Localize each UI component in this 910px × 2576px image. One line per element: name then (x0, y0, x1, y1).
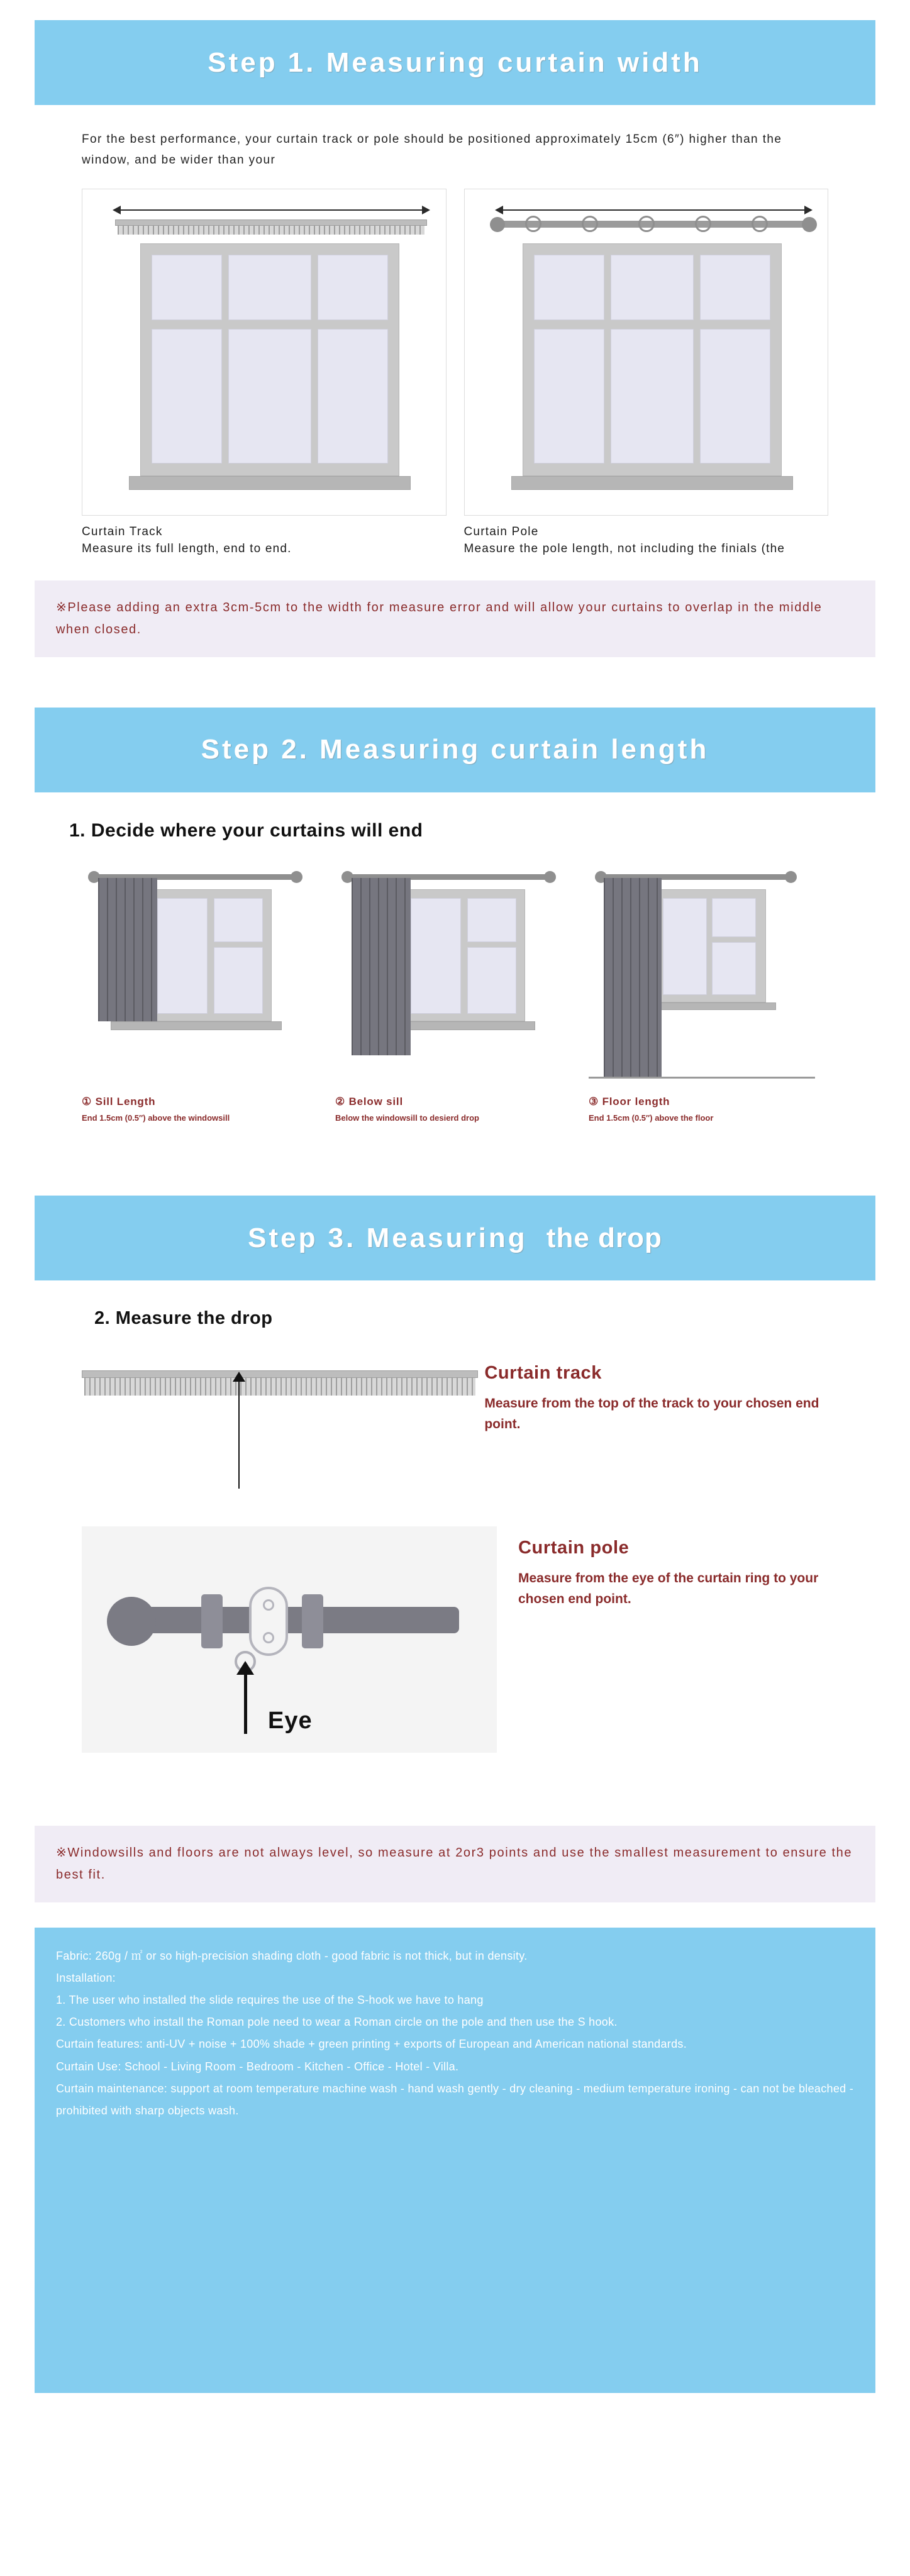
pole-ring (582, 216, 598, 232)
step2-options (82, 863, 828, 1124)
pole-bar (132, 1607, 459, 1633)
option-label: ③ Floor length (589, 1095, 670, 1108)
window-pane (712, 898, 756, 937)
step3-notice: ※Windowsills and floors are not always level, so measure at 2or3 points and use the smallest measurement to ensure the best fit. (35, 1826, 875, 1902)
window-pane (228, 255, 311, 320)
step3-track-block (82, 1352, 828, 1496)
pole-finial-right (802, 217, 817, 232)
track-bar (82, 1370, 478, 1378)
pole-drop-body: Measure from the eye of the curtain ring to your chosen end point. (518, 1571, 819, 1606)
window-pane (318, 329, 388, 464)
window-pane (663, 898, 707, 995)
window-pane (611, 329, 694, 464)
pole-bracket (201, 1594, 223, 1648)
pole-ring (638, 216, 655, 232)
step1-figures (82, 189, 828, 558)
curtain-track-illustration (82, 189, 447, 516)
option-sill-length (82, 863, 321, 1124)
track-bar (115, 219, 427, 226)
window-pane (157, 898, 208, 1014)
track-drop-body: Measure from the top of the track to your chosen end point. (484, 1396, 819, 1431)
curtain-ring (249, 1587, 288, 1656)
figure-curtain-track (82, 189, 447, 558)
pole-measure-arrow-right (804, 206, 813, 214)
track-measure-arrow-right (422, 206, 430, 214)
pole-drop-title: Curtain pole (518, 1538, 630, 1558)
pole-finial-left (490, 217, 505, 232)
option-label: ① Sill Length (82, 1095, 156, 1108)
figure-caption (464, 523, 829, 558)
option-desc: Below the windowsill to desierd drop (335, 1113, 479, 1123)
drop-arrow-line (238, 1382, 240, 1489)
step1-banner (35, 20, 875, 105)
pole-measure-arrow-left (495, 206, 503, 214)
pole-measure-arrow-line (502, 209, 804, 211)
track-hooks (84, 1378, 475, 1396)
pole-ring (752, 216, 768, 232)
pole-ring (525, 216, 541, 232)
curtain-panel (604, 878, 662, 1077)
option-desc: End 1.5cm (0.5″) above the floor (589, 1113, 714, 1123)
window-pane (228, 329, 311, 464)
window-pane (214, 947, 263, 1014)
pole-drop-text (497, 1526, 828, 1609)
window-pane (700, 329, 770, 464)
pole-drop-illustration (82, 1526, 497, 1753)
track-hooks (118, 226, 424, 235)
window-pane (411, 898, 461, 1014)
figure-title: Curtain Track (82, 525, 163, 538)
product-info-block (35, 1928, 875, 2393)
figure-desc: Measure the pole length, not including the finials (the (463, 542, 785, 556)
info-line: Curtain features: anti-UV + noise + 100% shade + green printing + exports of European and American national standards. (56, 2038, 687, 2051)
step1-intro-text: For the best performance, your curtain track or pole should be positioned approximately 15cm (6″) higher than the window, and be wider than your (82, 133, 782, 167)
rod-cap-right (544, 871, 556, 883)
drop-arrow-head (233, 1372, 245, 1382)
window-pane (467, 898, 516, 942)
window-pane (534, 329, 604, 464)
info-line: 2. Customers who install the Roman pole need to wear a Roman circle on the pole and then use the S hook. (56, 2016, 618, 2029)
option-desc: End 1.5cm (0.5″) above the windowsill (82, 1113, 230, 1123)
window-pane (318, 255, 388, 320)
window-sill (511, 476, 793, 490)
step3-banner-sub: the drop (546, 1222, 662, 1253)
step2-banner (35, 708, 875, 792)
step2-subheading: 1. Decide where your curtains will end (69, 819, 423, 841)
step3-subheading: 2. Measure the drop (94, 1308, 273, 1329)
curtain-panel (98, 878, 157, 1021)
figure-title: Curtain Pole (463, 525, 539, 538)
step3-pole-block (82, 1526, 828, 1753)
sill-length-illustration (82, 863, 321, 1089)
step3-banner-main: Step 3. Measuring (248, 1222, 528, 1253)
floor-length-illustration (589, 863, 828, 1089)
below-sill-illustration (335, 863, 575, 1089)
floor-line (589, 1077, 815, 1079)
window-pane (152, 255, 222, 320)
step3-banner (35, 1196, 875, 1280)
track-measure-arrow-left (113, 206, 121, 214)
window-pane (534, 255, 604, 320)
figure-caption (82, 523, 447, 558)
pole-finial-left (107, 1597, 156, 1646)
rod-cap-right (291, 871, 302, 883)
info-line: Curtain Use: School - Living Room - Bedroom - Kitchen - Office - Hotel - Villa. (56, 2060, 459, 2073)
track-drop-title: Curtain track (484, 1363, 602, 1384)
option-below-sill (335, 863, 575, 1124)
window-sill (129, 476, 411, 490)
eye-label: Eye (268, 1707, 313, 1735)
eye-arrow-line (244, 1672, 247, 1734)
window-sill (111, 1021, 282, 1030)
info-line: 1. The user who installed the slide requires the use of the S-hook we have to hang (56, 1994, 484, 2007)
eye-arrow-head (236, 1661, 254, 1675)
info-line: Fabric: 260g / ㎡ or so high-precision shading cloth - good fabric is not thick, but in density. (56, 1950, 528, 1963)
step2-banner-label: Step 2. Measuring curtain length (201, 734, 709, 765)
info-line: Installation: (56, 1972, 116, 1985)
rod-cap-right (785, 871, 797, 883)
pole-ring (695, 216, 711, 232)
pole-bracket (302, 1594, 323, 1648)
step3-banner-label (248, 1223, 662, 1254)
figure-desc: Measure its full length, end to end. (82, 542, 292, 556)
window-pane (712, 942, 756, 995)
track-drop-illustration (82, 1352, 463, 1496)
option-floor-length (589, 863, 828, 1124)
figure-curtain-pole (464, 189, 829, 558)
window-pane (467, 947, 516, 1014)
step1-banner-label: Step 1. Measuring curtain width (208, 47, 702, 78)
window-pane (152, 329, 222, 464)
window-pane (611, 255, 694, 320)
ring-hole-bottom (263, 1632, 274, 1643)
curtain-panel (352, 878, 411, 1055)
step1-notice: ※Please adding an extra 3cm-5cm to the width for measure error and will allow your curtains to overlap in the middle when closed. (35, 580, 875, 657)
info-line: Curtain maintenance: support at room temperature machine wash - hand wash gently - dry cleaning - medium temperature ironing - can not be bleached - prohibited with sharp objects wash. (56, 2082, 854, 2117)
window-pane (700, 255, 770, 320)
curtain-pole-illustration (464, 189, 829, 516)
ring-hole-top (263, 1599, 274, 1611)
track-drop-text (463, 1352, 828, 1435)
track-measure-arrow-line (120, 209, 422, 211)
window-pane (214, 898, 263, 942)
option-label: ② Below sill (335, 1095, 403, 1108)
